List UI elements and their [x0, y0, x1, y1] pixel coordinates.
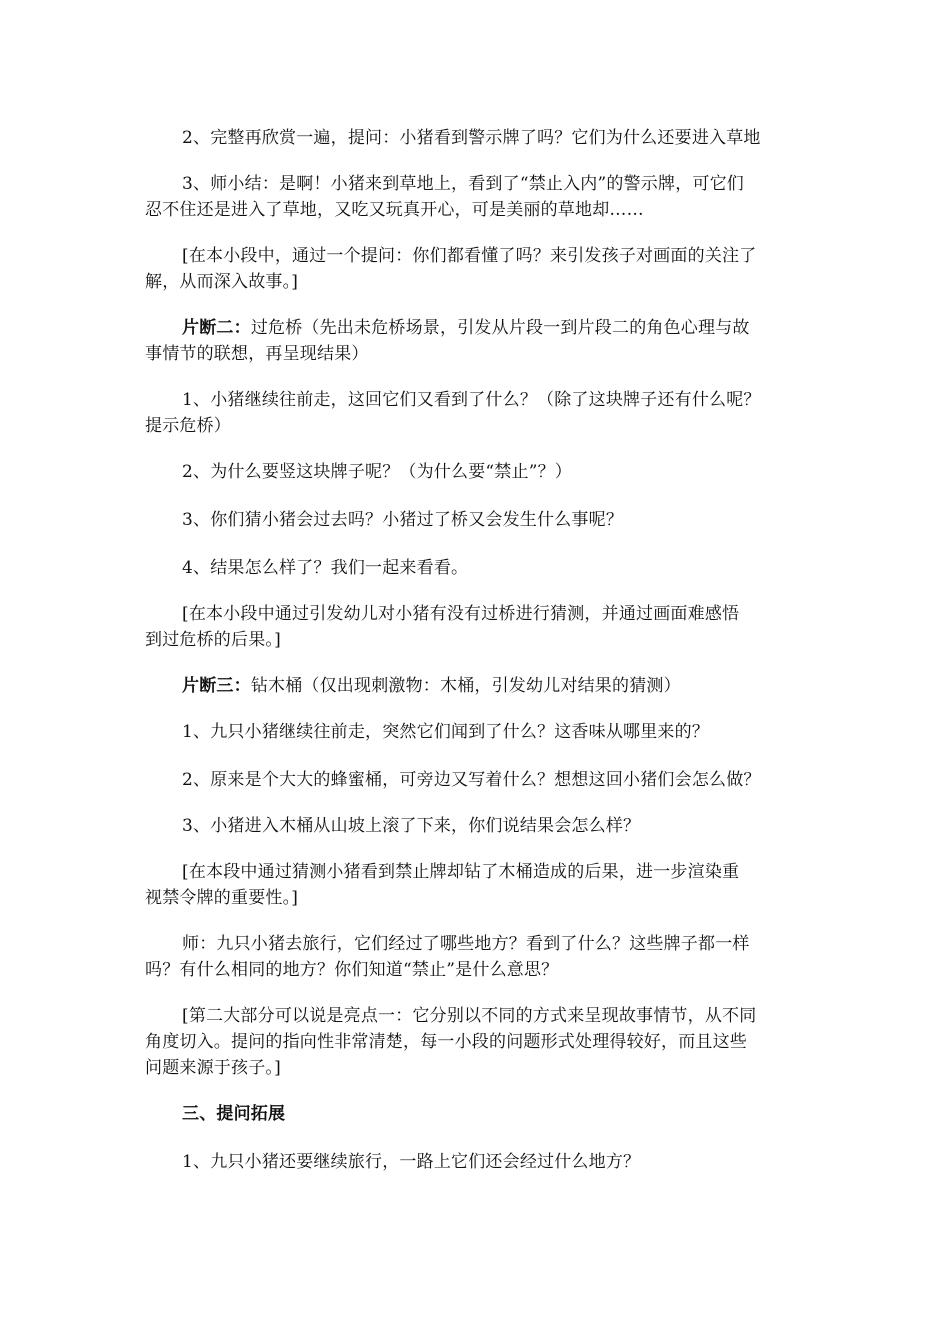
- paragraph: [145, 719, 817, 745]
- paragraph-line: 忍不住还是进入了草地，又吃又玩真开心，可是美丽的草地却……: [145, 200, 644, 220]
- paragraph: [145, 387, 817, 439]
- paragraph-line: 事情节的联想，再呈现结果）: [145, 344, 369, 364]
- section-paragraph: [145, 1101, 817, 1127]
- paragraph-line: 4、结果怎么样了？我们一起来看看。: [182, 558, 469, 578]
- paragraph-line: 3、师小结：是啊！小猪来到草地上，看到了“禁止入内”的警示牌，可它们: [182, 174, 744, 194]
- paragraph-line: [在本小段中通过引发幼儿对小猪有没有过桥进行猜测，并通过画面难感悟: [182, 604, 740, 624]
- paragraph-line: 3、你们猜小猪会过去吗？小猪过了桥又会发生什么事呢？: [182, 510, 624, 530]
- paragraph: [145, 171, 817, 223]
- paragraph-line: [在本段中通过猜测小猪看到禁止牌却钻了木桶造成的后果，进一步渲染重: [182, 862, 740, 882]
- paragraph: [145, 767, 817, 793]
- paragraph-line: [在本小段中，通过一个提问：你们都看懂了吗？来引发孩子对画面的关注了: [182, 246, 757, 266]
- paragraph: [145, 125, 817, 151]
- paragraph: [145, 1149, 817, 1175]
- paragraph-line: 3、小猪进入木桶从山坡上滚了下来，你们说结果会怎么样？: [182, 816, 641, 836]
- paragraph-line: 到过危桥的后果。]: [145, 630, 281, 650]
- paragraph-line: 2、原来是个大大的蜂蜜桶，可旁边又写着什么？想想这回小猪们会怎么做？: [182, 770, 761, 790]
- paragraph: [145, 507, 817, 533]
- paragraph: [145, 859, 817, 911]
- paragraph-line: 1、小猪继续往前走，这回它们又看到了什么？（除了这块牌子还有什么呢？: [182, 390, 761, 410]
- paragraph: [145, 243, 817, 295]
- section-paragraph: [145, 315, 817, 367]
- section-heading: 片断二：: [182, 318, 251, 338]
- paragraph-line: 2、为什么要竖这块牌子呢？（为什么要“禁止”？）: [182, 462, 572, 482]
- paragraph-line: 1、九只小猪继续往前走，突然它们闻到了什么？这香味从哪里来的？: [182, 722, 710, 742]
- paragraph-line: [第二大部分可以说是亮点一：它分别以不同的方式来呈现故事情节，从不同: [182, 1006, 757, 1026]
- section-heading: 片断三：: [182, 676, 251, 696]
- paragraph-line: 视禁令牌的重要性。]: [145, 888, 299, 908]
- section-paragraph: [145, 673, 817, 699]
- paragraph: [145, 1003, 817, 1081]
- paragraph-line: 2、完整再欣赏一遍，提问：小猪看到警示牌了吗？它们为什么还要进入草地: [182, 128, 761, 148]
- paragraph-line: 1、九只小猪还要继续旅行，一路上它们还会经过什么地方？: [182, 1152, 641, 1172]
- paragraph: [145, 555, 817, 581]
- paragraph-line: 解，从而深入故事。]: [145, 272, 299, 292]
- paragraph-line: 角度切入。提问的指向性非常清楚，每一小段的问题形式处理得较好，而且这些: [145, 1032, 747, 1052]
- paragraph-line: 钻木桶（仅出现刺激物：木桶，引发幼儿对结果的猜测）: [250, 676, 681, 696]
- paragraph-line: 师：九只小猪去旅行，它们经过了哪些地方？看到了什么？这些牌子都一样: [182, 934, 750, 954]
- paragraph-line: 提示危桥）: [145, 416, 231, 436]
- paragraph: [145, 813, 817, 839]
- paragraph-line: 吗？有什么相同的地方？你们知道“禁止”是什么意思？: [145, 960, 559, 980]
- paragraph: [145, 459, 817, 485]
- paragraph-line: 过危桥（先出未危桥场景，引发从片段一到片段二的角色心理与故: [250, 318, 750, 338]
- paragraph: [145, 601, 817, 653]
- section-heading: 三、提问拓展: [182, 1104, 286, 1124]
- paragraph-line: 问题来源于孩子。]: [145, 1058, 281, 1078]
- paragraph: [145, 931, 817, 983]
